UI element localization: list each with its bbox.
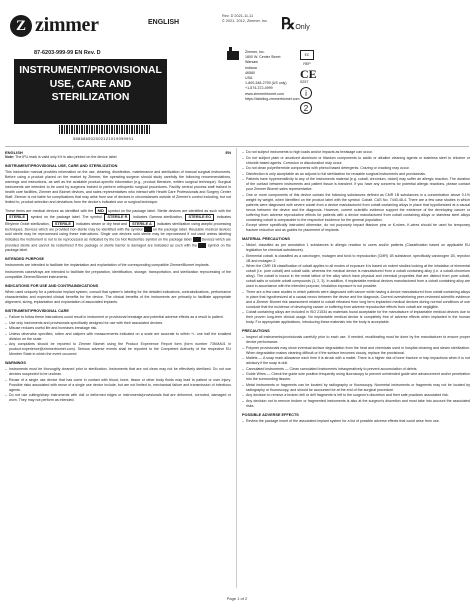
do-not-use-if-damaged-icon bbox=[198, 243, 206, 248]
manufacturer-address bbox=[245, 50, 300, 102]
list-item: – When the CMR 1B classification of cobalt applies to all modes of exposure it is based on rodent studies looking at the inhalation of elemental cobalt (i.e. pure cobalt) and cobalt salts, whereas the medical device is manufactured from a cobalt containing alloy (i.e. a cobalt-chromium alloy). The cobalt is bound in the metal lattice of the alloy which have physical and chemical properties that are distinct from pure cobalt, cobalt salts or soluble cobalt compounds (1, 2, 3). In addition, if implantable medical devices manufactured from a cobalt containing alloy are used in accordance with the intended purpose, inhalation exposure is not possible. bbox=[242, 264, 470, 289]
ifu-note bbox=[5, 155, 231, 160]
section-heading: MATERIAL PRECAUTIONS bbox=[242, 237, 290, 241]
list-item: – There are a few case studies in which patients were diagnosed with cancer while having a device manufactured from cobalt containing alloys in place that hypothesized at a causal nexus between the device and the diagnosis. Current overwhelming peer-reviewed scientific evidence and a Zimmer Biomet risk assessment related to cobalt released from long term implanted medical devices during normal conditions of use conclude that the incidence of developing cancer or suffering from adverse reproductive effects from cobalt are negligible. bbox=[242, 290, 470, 310]
section-text: Instruments cases/trays are intended to facilitate the preparation, identification, storage, transportation, and sterilization reprocessing of the compatible Zimmer/Biomet instruments. bbox=[5, 270, 231, 280]
list-item: – Elemental cobalt, is classified as a carcinogen, mutagen and toxic to reproduction (CMR) 1B substance, specifically carcinogen 1B, reprotox 1B and mutagen 2. bbox=[242, 254, 470, 264]
list-item: – Any complaints should be reported to Zimmer Biomet using the Product Experience Report form (form number 73KMA01 in product.experience@zimmerbiomet.com). Serious adverse events shall be reported to the Competent Authority of the respective EU Member State in which the event occurred. bbox=[5, 342, 231, 357]
md-text: symbol on the package label. The symbol bbox=[30, 215, 102, 219]
copyright-line: © 2021, 2012, Zimmer, Inc. bbox=[222, 19, 268, 23]
ce-mark-icon: CE bbox=[300, 67, 317, 81]
rx-only-mark bbox=[281, 14, 310, 34]
language-label: ENGLISH bbox=[148, 19, 180, 26]
zimmer-logo-icon: Z bbox=[10, 15, 32, 37]
list-item: – Metal instruments or fragments can be located by radiography or fluoroscopy. Nonmetal instruments or fragments may not be located by radiography or fluoroscopy, and should be accounted for at the end of the surgical procedure. bbox=[242, 383, 470, 393]
address-line: Indiana bbox=[245, 65, 257, 70]
list-item: – Do not use cutting/sharp instruments with dull or deformed edges or instruments/provisionals that are deformed, corroded, damaged or worn. They may not perform as intended. bbox=[5, 393, 231, 403]
title-line: USE, CARE AND bbox=[49, 78, 132, 90]
section-text: Instruments are intended to facilitate the implantation and explantation of the corresponding compatible Zimmer/Biomet implants. bbox=[5, 263, 210, 268]
list-item: – Failure to follow these instructions could result in instrument or provisional breakage and potential adverse effects as a result to patient. bbox=[5, 315, 231, 320]
zimmer-logo bbox=[10, 14, 99, 37]
title-line: INSTRUMENT/PROVISIONAL bbox=[19, 65, 162, 76]
divider bbox=[5, 146, 469, 147]
list-item: – Review the package insert of the associated implant system for a list of possible adverse effects that could arise from use. bbox=[242, 419, 470, 424]
ec-rep-icon: EC REP bbox=[300, 50, 314, 60]
section-heading: INDICATIONS FOR USE AND CONTRAINDICATIONS bbox=[5, 284, 99, 289]
md-symbol-icon: MD bbox=[95, 207, 107, 214]
list-item: – Unless otherwise specified, rotten and calipers with measurements indicated on a scale are accurate to within +/- one half the smallest division on the scale. bbox=[5, 332, 231, 342]
md-text: on the package label. Reusable medical devices sold sterile may be reprocessed using these instructions. Single use devices sold sterile may be reprocessed if not used unless labeling indicates the instrument is not to be reprocessed as indicated by the Do Not Resterilize symbol on the package label bbox=[5, 227, 232, 242]
regulatory-symbols bbox=[300, 50, 317, 114]
ce-number: 0297 bbox=[300, 80, 309, 84]
section-heading: PRECAUTIONS bbox=[242, 329, 270, 333]
md-text: These items are medical devices as identified with the bbox=[5, 209, 94, 213]
section-heading: WARNINGS bbox=[5, 361, 26, 366]
section-text: This instruction manual provides information on the use, cleaning, disinfection, maintenance and sterilization of manual surgical instruments. Before using a product placed on the market by Zimmer, the operating surgeon should study carefully the following recommendations, warnings and instructions, as well as the available product-specific information (e.g., product literature, written surgical technique). Surgical instruments are intended to be used by surgeons trained to perform orthopedic surgical procedures. Facility central process staff trained in health care facilities, Zimmer and Biomet devices, and sales representatives who interact with Health Care Professionals and Surgery Center Staff. Zimmer is not liable for complications that may arise from use of devices in circumstances outside of Zimmer's control including, but not limited to, product selection and deviations from the device's indicated use or surgical technique. bbox=[5, 170, 231, 204]
md-text: indicates Gamma sterilization, bbox=[133, 215, 183, 219]
list-item: – Cobalt containing alloys are included in ISO 21534 as materials found acceptable for the manufacture of implantable medical devices due to their proven long-term clinical usage. No implantable medical device is completely free of adverse effects when implanted in the human body. For appropriate applications, introducing these materials into the body is acceptable. bbox=[242, 310, 470, 325]
manufacturer-icon bbox=[227, 51, 239, 60]
revision-line: Rev. D 2021-11-11 bbox=[222, 14, 254, 18]
list-item: – Guide Wires — Check the guide wire position frequently using fluoroscopy to prevent unintended guide wire advancement and/or penetration into the surrounding tissues. bbox=[242, 372, 470, 382]
sterile-r-icon: STERILE R bbox=[104, 214, 130, 221]
list-item: – Inspect all instruments/provisionals carefully prior to each use. If needed, recalibrating must be done by the manufacturer to ensure proper device performance. bbox=[242, 335, 470, 345]
section-heading: INTENDED PURPOSE bbox=[5, 257, 45, 262]
sterile-icon: STERILE bbox=[52, 221, 74, 228]
zimmer-logo-text: zimmer bbox=[35, 14, 99, 36]
note-heading: Note: bbox=[5, 155, 15, 159]
address-line: 1800 W. Center Street bbox=[245, 55, 281, 60]
list-item: – Do not subject instruments to high loads and/or impacts as breakage can occur. bbox=[242, 150, 470, 155]
section-heading: POSSIBLE ADVERSE EFFECTS bbox=[242, 412, 299, 417]
list-item: – Do not clean polyethermide components with phenol based detergents. Crazing or cracking may occur. bbox=[242, 166, 470, 171]
non-sterile-icon bbox=[144, 227, 152, 232]
consult-ifu-icon: i bbox=[300, 87, 312, 99]
md-text: indicates Ethylene Oxide sterilization, bbox=[5, 215, 232, 226]
note-text: The IFU mark is valid only if it is also printed on the device label. bbox=[15, 155, 118, 159]
right-column bbox=[242, 150, 470, 424]
barcode-graphic bbox=[59, 125, 151, 134]
list-item: – Cannulated instruments — Clean cannulated instruments intraoperatively to prevent accumulation of debris. bbox=[242, 367, 470, 372]
document-number: 87-6203-999-99 EN Rev. D bbox=[34, 50, 101, 56]
list-item: – Disinfection is only acceptable as an adjunct to full sterilization for reusable surgical instruments and provisionals. bbox=[242, 172, 470, 177]
sterile-eo-icon: STERILE EO bbox=[185, 214, 214, 221]
list-item: – Reuse of a single use device that has come in contact with blood, bone, tissue or other body fluids may lead to patient or user injury. Possible risks associated with reuse of a single use device include, but are not limited to, mechanical failure and transmission of infectious agents. bbox=[5, 378, 231, 393]
left-column bbox=[5, 150, 231, 404]
lang-label: ENGLISH bbox=[5, 150, 23, 155]
column-divider bbox=[236, 148, 237, 588]
address-line: Warsaw bbox=[245, 60, 258, 65]
md-text: indicates sterilization using aseptic processing techniques. Devices which are provided non-sterile may be identified with the symbol bbox=[5, 221, 232, 232]
list-item: – Misuse reduces useful life and increases breakage risk. bbox=[5, 326, 231, 331]
rx-symbol-icon: ℞ bbox=[281, 16, 296, 33]
list-item: – Any decision to remove a broken drill or drill fragments is left to the surgeon's discretion and their safe practices associated risk. bbox=[242, 393, 470, 398]
list-item: – Patients have hypersensitivity to any of the instruments material (e.g. cobalt, chromium, nickel) may suffer an allergic reaction. The duration of the contact between instruments and patient tissue is transient. If you have any concerns for potential allergic reactions, please contact your Zimmer Biomet sales representative. bbox=[242, 177, 470, 192]
barcode-number: 588686502002121019999991 bbox=[73, 136, 134, 141]
md-text: symbol on the package label. bbox=[5, 243, 232, 253]
sterile-icon: STERILE bbox=[6, 214, 28, 221]
do-not-reuse-icon: 2 bbox=[300, 102, 312, 114]
rx-only-text: Only bbox=[295, 24, 310, 31]
address-line: USA bbox=[245, 76, 253, 81]
address-line: +1-574-372-4999 bbox=[245, 86, 273, 91]
address-line: 1-800-348-2759 (US only) bbox=[245, 81, 287, 86]
section-heading: INSTRUMENT/PROVISIONAL USE, CARE AND STERILIZATION bbox=[5, 164, 118, 168]
address-line: https://labeling.zimmerbiomet.com bbox=[245, 96, 300, 101]
md-text: symbol on the package label. Sterile devices are identified as such with the bbox=[108, 209, 232, 213]
list-item: – Except where specifically instructed otherwise, do not purposely impact titanium pins or K-wires. K-wires should be used for temporary fracture reduction and as guides for placement of implants. bbox=[242, 223, 470, 233]
list-item: – Mallets — A soap mark allowance each time it is struck with a mallet. There is a higher risk of bone fracture or trap impactions when it is not advisory if the soap is dull. bbox=[242, 356, 470, 366]
revision-info bbox=[222, 14, 268, 24]
list-item: – Nickel, classified as per annotation 1 substances in allergic reaction to users and/or patients (Classification based on applicable EU legislation for chemical substances). bbox=[242, 243, 470, 253]
md-text: Devices which are provided sterile and cannot be resterilized if the package or sterile barrier is damaged are indicated as such with the bbox=[5, 237, 232, 248]
list-item: – One or more components of this device contain the following substances defined as CMR 1B substances in a concentration above 0.1% weight by weight, when identified on the product label with the symbol: Cobalt. CAS No. 7440-48-4. There are a few case studies in which patients were diagnosed with severe cobalt from a device manufactured from cobalt containing alloys in place that hypothesized at a causal nexus between the device and the diagnosis. However, current scientific evidence support the existence of the developing cancer or suffering from adverse reproductive effects for patients with a device manufactured from cobalt containing alloys or stainless steel alloys containing cobalt is comparable to the respective incidence for the general population. bbox=[242, 193, 470, 223]
list-item: – Instruments must be thoroughly cleaned prior to sterilization. Instruments that are not clean may not be effectively sterilized. Do not use devices suspected to be unclean. bbox=[5, 367, 231, 377]
title-line: STERILIZATION bbox=[51, 92, 130, 103]
symbol-explanation bbox=[5, 207, 231, 253]
lang-code: EN bbox=[225, 150, 231, 155]
list-item: – Use only instruments and provisionals specifically designed for use with their associated devices. bbox=[5, 321, 231, 326]
list-item: – Any decision not to remove broken or fragmented instruments is also at the surgeon's discretion and must take into account the associated risks. bbox=[242, 399, 470, 409]
section-heading: INSTRUMENT/PROVISIONAL CARE bbox=[5, 309, 69, 314]
section-text: When used uniquely for a particular implant system, consult that system's labeling for the detailed indications, contraindications, performance characteristics and expected clinical benefits for the device. The clinical benefits of the instruments are primarily to facilitate appropriate alignment, sizing, implantation and explantation of associated implants. bbox=[5, 290, 231, 305]
address-line: 46580 bbox=[245, 70, 255, 75]
address-line: www.zimmerbiomet.com bbox=[245, 91, 284, 96]
document-title bbox=[14, 59, 167, 124]
list-item: – Do not subject plain or anodized aluminum or titanium components to acidic or alkaline cleaning agents or stainless steel to chlorine or chloride based agents. Corrosion or discoloration may occur. bbox=[242, 156, 470, 166]
sterile-a-icon: STERILE A bbox=[129, 221, 155, 228]
do-not-resterilize-icon bbox=[193, 237, 201, 242]
md-text: indicates steam or dry heat and bbox=[76, 221, 127, 226]
address-line: Zimmer, Inc. bbox=[245, 50, 265, 54]
list-item: – Polymer provisionals may show eventual surface degradation from the heat and chemicals used in hospital cleaning and steam sterilization. When degradation makes cleaning difficult or if the surface becomes cloudy, replace the provisional. bbox=[242, 346, 470, 356]
page-number: Page 1 of 2 bbox=[226, 596, 248, 601]
